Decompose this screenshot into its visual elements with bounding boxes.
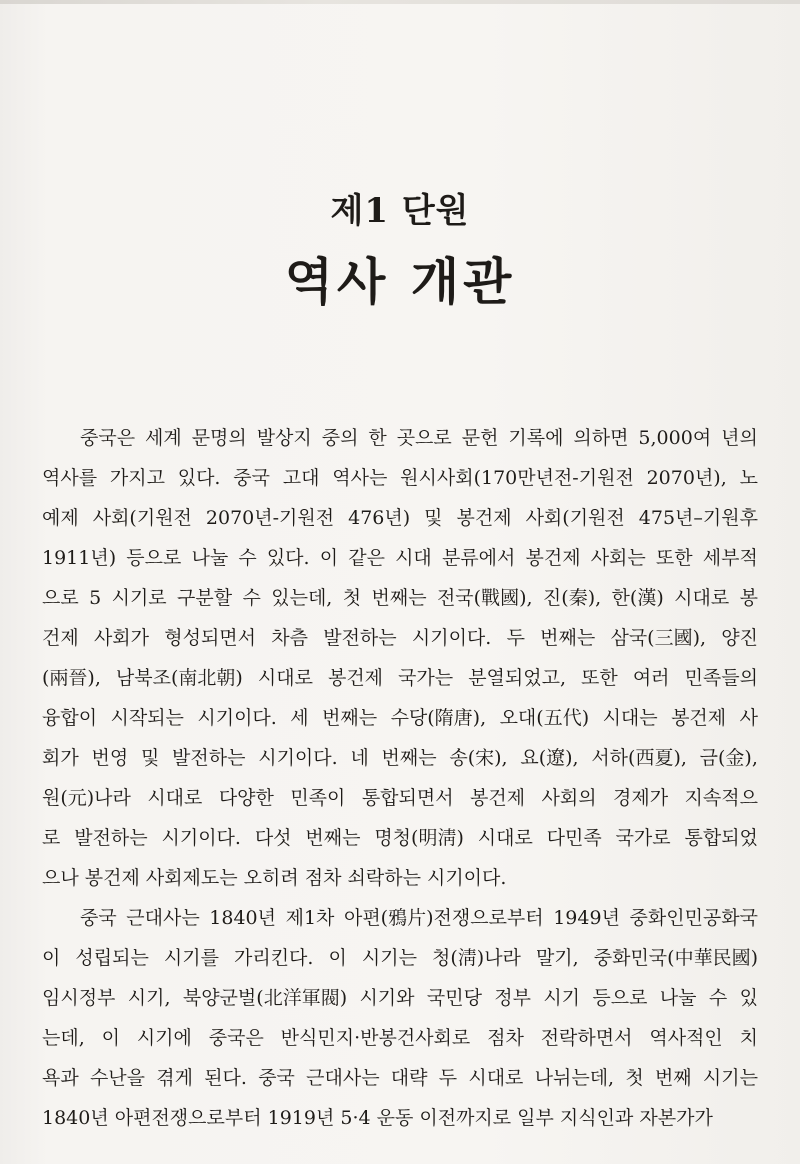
word: 으로 xyxy=(42,587,79,609)
word: 봉건제 xyxy=(525,547,581,569)
word: 세 xyxy=(290,707,309,729)
word: 삼국(三國), xyxy=(610,627,707,649)
word: 시기는 xyxy=(702,1067,758,1089)
word: 시기이다. xyxy=(411,627,492,649)
text-line xyxy=(42,618,758,658)
word: 송(宋), xyxy=(449,747,508,769)
word: 원시사회(170만년전-기원전 xyxy=(400,467,634,489)
word: 시기로 xyxy=(111,587,167,609)
word: 번째는 xyxy=(322,707,378,729)
word: 대략 xyxy=(390,1067,428,1089)
word: 수 xyxy=(238,547,257,569)
word: 봉 xyxy=(739,587,758,609)
word: 봉건제 xyxy=(671,707,727,729)
word: 시대는 xyxy=(602,707,658,729)
text-line xyxy=(42,658,758,698)
word: 네 xyxy=(350,747,369,769)
text-line xyxy=(42,938,758,978)
word: 기록에 xyxy=(508,427,564,449)
text-line xyxy=(42,498,758,538)
word: 두 xyxy=(438,1067,458,1089)
word: 476년) xyxy=(348,507,411,529)
word: 북양군벌(北洋軍閥) xyxy=(182,987,348,1009)
word: 시대로 xyxy=(477,827,533,849)
word: 회가 xyxy=(42,747,79,769)
word: 같은 xyxy=(348,547,385,569)
word: 이 xyxy=(101,1027,120,1049)
word: 곳으로 xyxy=(396,427,452,449)
word: 역사를 xyxy=(42,467,98,489)
word: 시대로 xyxy=(468,1067,524,1089)
word: 시대로 xyxy=(257,667,313,689)
word: 차츰 xyxy=(271,627,308,649)
word: 통합되면서 xyxy=(361,787,454,809)
word: 진(秦), xyxy=(542,587,602,609)
word: 첫 xyxy=(625,1067,644,1089)
word: 나뉘는데, xyxy=(534,1067,615,1089)
text-line xyxy=(42,898,758,938)
word: 금(金), xyxy=(699,747,758,769)
word: 다섯 xyxy=(254,827,292,849)
word: 번째는 xyxy=(540,627,596,649)
word: 사회가 xyxy=(93,627,150,649)
text-line xyxy=(42,858,758,898)
word: 첫 xyxy=(342,587,362,609)
text-run: 으나 봉건제 사회제도는 오히려 점차 쇠락하는 시기이다. xyxy=(42,867,507,889)
word: 건제 xyxy=(42,627,79,649)
word: 2070년), xyxy=(646,467,727,489)
word: 성립되는 xyxy=(75,947,149,969)
word: 시기이다. xyxy=(161,827,241,849)
text-line xyxy=(42,1058,758,1098)
text-line xyxy=(42,778,758,818)
word: 국가로 xyxy=(615,827,671,849)
word: 있는데, xyxy=(271,587,333,609)
word: 5 xyxy=(89,587,102,609)
word: 번째는 xyxy=(305,827,361,849)
word: 봉건제 xyxy=(470,787,526,809)
word: 중국 xyxy=(80,907,117,929)
word: 분류에서 xyxy=(441,547,516,569)
word: 수 xyxy=(708,987,728,1009)
word: 세계 xyxy=(145,427,182,449)
word: 또한 xyxy=(655,547,693,569)
word: 역사적인 xyxy=(649,1027,723,1049)
word: 시기, xyxy=(127,987,171,1009)
word: 중의 xyxy=(321,427,359,449)
word: 전락하면서 xyxy=(540,1027,633,1049)
word: 청(淸)나라 xyxy=(432,947,521,969)
word: 중국 xyxy=(258,1067,295,1089)
word: 시대 xyxy=(395,547,432,569)
chapter-title: 역사 개관 xyxy=(284,252,516,311)
word: 통합되었 xyxy=(684,827,758,849)
text-line xyxy=(42,1098,758,1138)
word: 시기이다. xyxy=(258,747,338,769)
word: 민족이 xyxy=(290,787,346,809)
text-run: 1840년 아편전쟁으로부터 1919년 5·4 운동 이전까지로 일부 지식인과 자본가가 xyxy=(42,1107,713,1129)
word: 원(元)나라 xyxy=(42,787,131,809)
word: 수 xyxy=(242,587,261,609)
word: 및 xyxy=(140,747,160,769)
word: 시기에 xyxy=(136,1027,192,1049)
word: 나눌 xyxy=(191,547,229,569)
word: 정부 xyxy=(494,987,531,1009)
word: 한(漢) xyxy=(611,587,664,609)
word: 있 xyxy=(739,987,758,1009)
word: 중화민국(中華民國) xyxy=(593,947,758,969)
word: 남북조(南北朝) xyxy=(115,667,243,689)
word: 세부적 xyxy=(702,547,758,569)
word: 가지고 xyxy=(109,467,165,489)
word: 사 xyxy=(739,707,758,729)
word: 오대(五代) xyxy=(499,707,590,729)
word: 봉건제 xyxy=(327,667,384,689)
word: 중국은 xyxy=(80,427,136,449)
word: 예제 xyxy=(42,507,79,529)
text-line xyxy=(42,978,758,1018)
word: 는데, xyxy=(42,1027,85,1049)
word: 시기 xyxy=(543,987,581,1009)
word: 치 xyxy=(739,1027,758,1049)
word: 문헌 xyxy=(461,427,499,449)
word: 시대로 xyxy=(674,587,730,609)
word: 5,000여 xyxy=(638,427,712,449)
word: 있다. xyxy=(177,467,221,489)
word: 사회(기원전 xyxy=(525,507,625,529)
word: 아편(鴉片)전쟁으로부터 xyxy=(343,907,544,929)
word: 고대 xyxy=(282,467,320,489)
word: 서하(西夏), xyxy=(591,747,687,769)
word: 번째는 xyxy=(381,747,437,769)
word: 1911년) xyxy=(42,547,117,569)
word: 수난을 xyxy=(89,1067,146,1089)
word: 이 xyxy=(319,547,339,569)
word: 발상지 xyxy=(256,427,312,449)
word: 시기이다. xyxy=(197,707,277,729)
word: 발전하는 xyxy=(172,747,246,769)
text-line xyxy=(42,698,758,738)
word: 문명의 xyxy=(191,427,247,449)
text-line xyxy=(42,818,758,858)
word: 명청(明淸) xyxy=(374,827,464,849)
word: 형성되면서 xyxy=(164,627,257,649)
text-line xyxy=(42,738,758,778)
word: 국가는 xyxy=(398,667,454,689)
word: 융합이 xyxy=(42,707,98,729)
word: 로 xyxy=(42,827,61,849)
word: 의하면 xyxy=(573,427,629,449)
word: 전국(戰國), xyxy=(436,587,533,609)
word: 사회는 xyxy=(590,547,646,569)
word: 1949년 xyxy=(553,907,620,929)
word: 분열되었고, xyxy=(468,667,566,689)
word: 민족들의 xyxy=(684,667,758,689)
word: 중국 xyxy=(233,467,270,489)
word: 봉건제 xyxy=(456,507,512,529)
word: 된다. xyxy=(204,1067,247,1089)
text-line xyxy=(42,578,758,618)
word: (兩晉), xyxy=(42,667,101,689)
word: 겪게 xyxy=(156,1067,193,1089)
word: 다민족 xyxy=(546,827,602,849)
chapter-number: 제1 단원 xyxy=(330,191,470,231)
word: 있다. xyxy=(266,547,310,569)
word: 시기는 xyxy=(361,947,417,969)
word: 근대사는 xyxy=(306,1067,380,1089)
word: 말기, xyxy=(535,947,579,969)
word: 제1차 xyxy=(285,907,335,929)
word: 번째는 xyxy=(371,587,427,609)
word: 사회의 xyxy=(541,787,597,809)
word: 한 xyxy=(368,427,387,449)
word: 또한 xyxy=(581,667,618,689)
word: 국민당 xyxy=(426,987,482,1009)
word: 경제가 xyxy=(613,787,669,809)
word: 이 xyxy=(42,947,61,969)
word: 이 xyxy=(328,947,347,969)
word: 등으로 xyxy=(592,987,648,1009)
text-line xyxy=(42,418,758,458)
body-text xyxy=(42,418,758,1138)
word: 점차 xyxy=(487,1027,524,1049)
word: 두 xyxy=(506,627,525,649)
word: 지속적으 xyxy=(684,787,758,809)
word: 나눌 xyxy=(659,987,697,1009)
page-top-edge xyxy=(0,0,800,4)
word: 번영 xyxy=(91,747,129,769)
word: 수당(隋唐), xyxy=(390,707,487,729)
word: 2070년-기원전 xyxy=(205,507,335,529)
word: 여러 xyxy=(632,667,670,689)
word: 475년–기원후 xyxy=(638,507,758,529)
text-line xyxy=(42,1018,758,1058)
word: 구분할 xyxy=(177,587,233,609)
word: 욕과 xyxy=(42,1067,79,1089)
word: 발전하는 xyxy=(74,827,148,849)
word: 번째 xyxy=(654,1067,692,1089)
text-line xyxy=(42,538,758,578)
word: 임시정부 xyxy=(42,987,116,1009)
word: 노 xyxy=(739,467,758,489)
word: 1840년 xyxy=(209,907,277,929)
word: 요(遼), xyxy=(520,747,579,769)
word: 사회(기원전 xyxy=(92,507,192,529)
word: 중국은 xyxy=(208,1027,264,1049)
word: 시기와 xyxy=(359,987,415,1009)
word: 중화인민공화국 xyxy=(629,907,758,929)
word: 역사는 xyxy=(332,467,388,489)
word: 시작되는 xyxy=(110,707,184,729)
word: 년의 xyxy=(721,427,758,449)
word: 근대사는 xyxy=(126,907,200,929)
text-line xyxy=(42,458,758,498)
word: 시대로 xyxy=(147,787,203,809)
word: 반식민지·반봉건사회로 xyxy=(280,1027,471,1049)
word: 시기를 xyxy=(163,947,219,969)
word: 가리킨다. xyxy=(233,947,314,969)
word: 및 xyxy=(424,507,443,529)
word: 등으로 xyxy=(126,547,182,569)
word: 발전하는 xyxy=(323,627,397,649)
word: 다양한 xyxy=(218,787,274,809)
word: 양진 xyxy=(721,627,758,649)
